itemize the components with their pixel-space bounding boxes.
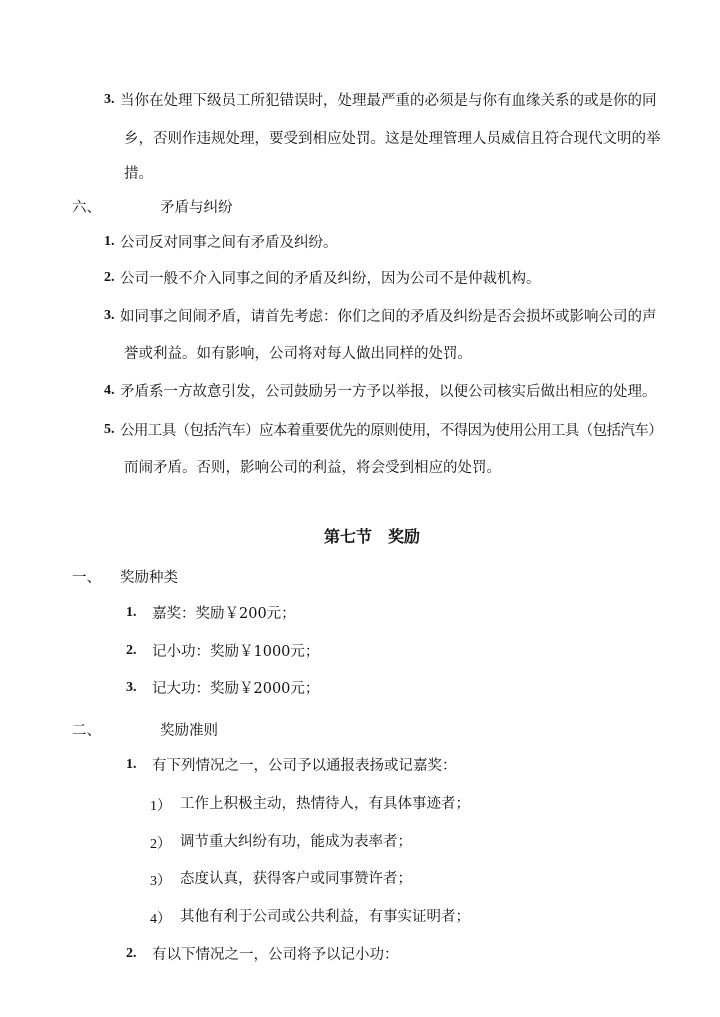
list-item-text: 而闹矛盾。否则，影响公司的利益，将会受到相应的处罚。: [124, 460, 501, 476]
list-item-text: 公司反对同事之间有矛盾及纠纷。: [120, 235, 338, 251]
list-number: 1.: [126, 605, 137, 620]
section-marker: 一、: [72, 570, 101, 586]
list-number: 1.: [126, 757, 137, 772]
list-item-text: 有下列情况之一，公司予以通报表扬或记嘉奖：: [152, 758, 457, 774]
list-item-text: 矛盾系一方故意引发，公司鼓励另一方予以举报，以便公司核实后做出相应的处理。: [120, 384, 657, 400]
list-number: 3.: [126, 680, 137, 695]
list-item-text: 嘉奖：奖励￥200元；: [152, 606, 296, 622]
section-title: 矛盾与纠纷: [160, 200, 233, 216]
list-item-text: 如同事之间闹矛盾，请首先考虑：你们之间的矛盾及纠纷是否会损坏或影响公司的声: [120, 309, 657, 325]
sublist-item-text: 其他有利于公司或公共利益，有事实证明者；: [180, 909, 470, 925]
list-item-text: 当你在处理下级员工所犯错误时，处理最严重的必须是与你有血缘关系的或是你的同: [120, 93, 657, 109]
list-number: 1.: [104, 234, 115, 249]
list-item-text: 誉或利益。如有影响，公司将对每人做出同样的处罚。: [124, 346, 472, 362]
list-number: 2.: [104, 270, 115, 285]
section-marker: 二、: [72, 723, 101, 739]
list-item-text: 记小功：奖励￥1000元；: [152, 644, 320, 660]
list-number: 2.: [126, 946, 137, 961]
sublist-number: 3）: [150, 874, 171, 889]
sublist-number: 4）: [150, 912, 171, 927]
sublist-number: 2）: [150, 837, 171, 852]
section-title: 奖励准则: [160, 723, 218, 739]
list-item-text: 记大功：奖励￥2000元；: [152, 681, 320, 697]
sublist-item-text: 态度认真，获得客户或同事赞许者；: [180, 871, 412, 887]
list-number: 5.: [104, 422, 115, 437]
list-item-text: 公用工具（包括汽车）应本着重要优先的原则使用，不得因为使用公用工具（包括汽车）: [120, 423, 663, 439]
section-title: 奖励种类: [120, 570, 178, 586]
sublist-item-text: 工作上积极主动，热情待人，有具体事迹者；: [180, 796, 470, 812]
list-number: 3.: [104, 308, 115, 323]
list-item-text: 乡，否则作违规处理，要受到相应处罚。这是处理管理人员威信且符合现代文明的举: [124, 131, 661, 147]
list-number: 4.: [104, 383, 115, 398]
list-item-text: 公司一般不介入同事之间的矛盾及纠纷，因为公司不是仲裁机构。: [120, 271, 541, 287]
sublist-number: 1）: [150, 799, 171, 814]
chapter-title: 第七节 奖励: [324, 527, 421, 546]
list-number: 2.: [126, 643, 137, 658]
section-marker: 六、: [72, 200, 101, 216]
list-number: 3.: [104, 92, 115, 107]
list-item-text: 措。: [124, 166, 153, 182]
sublist-item-text: 调节重大纠纷有功，能成为表率者；: [180, 834, 412, 850]
list-item-text: 有以下情况之一，公司将予以记小功：: [152, 947, 399, 963]
